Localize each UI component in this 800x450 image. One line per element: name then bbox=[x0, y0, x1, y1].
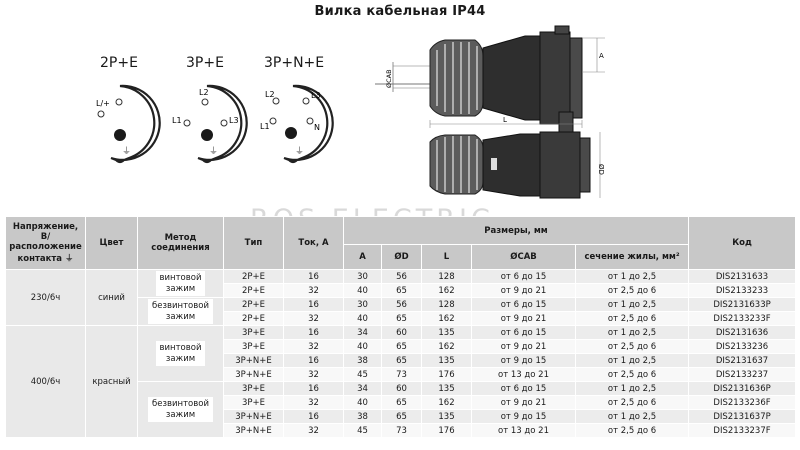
cell-l: 176 bbox=[422, 424, 472, 438]
cell-type: 3P+N+E bbox=[224, 368, 284, 382]
earth-icon: ⏚ bbox=[122, 147, 132, 157]
cell-a: 34 bbox=[344, 326, 382, 340]
dim-cab-label: ØCAB bbox=[385, 69, 393, 88]
pin-l3 bbox=[303, 98, 309, 104]
table-row bbox=[6, 326, 796, 340]
pin-label-l2: L2 bbox=[199, 88, 209, 97]
cell-section: от 1 до 2,5 bbox=[576, 298, 689, 312]
cell-type: 2P+E bbox=[224, 298, 284, 312]
pin-label-l3: L3 bbox=[311, 91, 321, 100]
cell-type: 2P+E bbox=[224, 284, 284, 298]
cell-type: 3P+E bbox=[224, 326, 284, 340]
method-label: винтовой зажим bbox=[156, 341, 206, 366]
cell-d: 56 bbox=[382, 298, 422, 312]
cell-l: 135 bbox=[422, 382, 472, 396]
pin-earth bbox=[114, 129, 126, 141]
cell-l: 162 bbox=[422, 284, 472, 298]
cell-current: 32 bbox=[284, 424, 344, 438]
method-label: безвинтовой зажим bbox=[148, 299, 213, 324]
cell-code: DIS2131636P bbox=[689, 382, 796, 396]
pin-n bbox=[98, 111, 104, 117]
earth-icon: ⏚ bbox=[209, 147, 219, 157]
cell-section: от 2,5 до 6 bbox=[576, 312, 689, 326]
cell-a: 40 bbox=[344, 284, 382, 298]
cell-current: 16 bbox=[284, 382, 344, 396]
config-label-2pe: 2P+E bbox=[100, 55, 138, 71]
cell-cab: от 6 до 15 bbox=[472, 326, 576, 340]
cell-l: 162 bbox=[422, 396, 472, 410]
cell-section: от 2,5 до 6 bbox=[576, 340, 689, 354]
cell-d: 65 bbox=[382, 284, 422, 298]
cell-code: DIS2133233 bbox=[689, 284, 796, 298]
cell-d: 73 bbox=[382, 368, 422, 382]
header-d: ØD bbox=[382, 245, 422, 270]
cell-a: 40 bbox=[344, 396, 382, 410]
dim-a-label: A bbox=[599, 52, 604, 60]
face-diagram-2pe bbox=[70, 78, 170, 168]
cell-cab: от 9 до 15 bbox=[472, 410, 576, 424]
pin-label-l3: L3 bbox=[229, 116, 239, 125]
cell-d: 73 bbox=[382, 424, 422, 438]
header-section: сечение жилы, мм² bbox=[576, 245, 689, 270]
cell-d: 65 bbox=[382, 396, 422, 410]
cell-code: DIS2133233F bbox=[689, 312, 796, 326]
cell-code: DIS2133236 bbox=[689, 340, 796, 354]
cell-code: DIS2131637P bbox=[689, 410, 796, 424]
cell-type: 3P+E bbox=[224, 340, 284, 354]
cell-cab: от 13 до 21 bbox=[472, 424, 576, 438]
method-cell bbox=[138, 382, 224, 438]
pin-l1 bbox=[270, 118, 276, 124]
cell-section: от 1 до 2,5 bbox=[576, 354, 689, 368]
cell-l: 135 bbox=[422, 326, 472, 340]
table-row bbox=[6, 270, 796, 284]
color-cell: синий bbox=[86, 270, 138, 326]
cell-d: 60 bbox=[382, 382, 422, 396]
header-current: Ток, А bbox=[284, 217, 344, 270]
cell-cab: от 9 до 21 bbox=[472, 312, 576, 326]
header-a: A bbox=[344, 245, 382, 270]
cell-current: 16 bbox=[284, 410, 344, 424]
cell-l: 162 bbox=[422, 340, 472, 354]
cell-cab: от 6 до 15 bbox=[472, 270, 576, 284]
cell-current: 16 bbox=[284, 354, 344, 368]
cell-a: 38 bbox=[344, 410, 382, 424]
voltage-cell: 400/6ч bbox=[6, 326, 86, 438]
cell-a: 30 bbox=[344, 270, 382, 284]
cell-code: DIS2131637 bbox=[689, 354, 796, 368]
pin-label-l1: L1 bbox=[172, 116, 182, 125]
cell-current: 32 bbox=[284, 340, 344, 354]
cell-current: 32 bbox=[284, 284, 344, 298]
cell-section: от 2,5 до 6 bbox=[576, 424, 689, 438]
pin-earth bbox=[285, 127, 297, 139]
method-cell bbox=[138, 326, 224, 382]
cell-cab: от 13 до 21 bbox=[472, 368, 576, 382]
cell-a: 30 bbox=[344, 298, 382, 312]
cell-section: от 1 до 2,5 bbox=[576, 270, 689, 284]
earth-icon: ⏚ bbox=[295, 147, 305, 157]
pin-label-l1: L1 bbox=[260, 122, 270, 131]
cell-section: от 2,5 до 6 bbox=[576, 396, 689, 410]
header-cab: ØCAB bbox=[472, 245, 576, 270]
cell-current: 16 bbox=[284, 298, 344, 312]
cell-section: от 2,5 до 6 bbox=[576, 284, 689, 298]
cell-d: 56 bbox=[382, 270, 422, 284]
pin-n bbox=[307, 118, 313, 124]
face-outline bbox=[111, 86, 160, 162]
config-label-3pne: 3P+N+E bbox=[264, 55, 325, 71]
pin-l1 bbox=[184, 120, 190, 126]
cell-l: 176 bbox=[422, 368, 472, 382]
cell-type: 3P+E bbox=[224, 382, 284, 396]
cell-d: 65 bbox=[382, 410, 422, 424]
cell-cab: от 6 до 15 bbox=[472, 298, 576, 312]
cell-code: DIS2133237F bbox=[689, 424, 796, 438]
cell-code: DIS2133236F bbox=[689, 396, 796, 410]
pin-label-l2: L2 bbox=[265, 90, 275, 99]
cell-current: 32 bbox=[284, 312, 344, 326]
cell-d: 65 bbox=[382, 354, 422, 368]
cell-code: DIS2131633P bbox=[689, 298, 796, 312]
pin-label-l: L/+ bbox=[96, 99, 110, 108]
config-label-3pe: 3P+E bbox=[186, 55, 224, 71]
cell-a: 45 bbox=[344, 424, 382, 438]
header-dimensions: Размеры, мм bbox=[344, 217, 689, 245]
cell-type: 2P+E bbox=[224, 312, 284, 326]
plug-top-view bbox=[425, 130, 615, 200]
cell-d: 60 bbox=[382, 326, 422, 340]
cell-a: 40 bbox=[344, 340, 382, 354]
header-voltage: Напряжение, В/ расположение контакта ⏚ bbox=[6, 217, 86, 270]
dim-d-label: ØD bbox=[597, 164, 605, 175]
method-cell bbox=[138, 270, 224, 298]
cell-type: 3P+N+E bbox=[224, 354, 284, 368]
cell-a: 34 bbox=[344, 382, 382, 396]
cell-current: 16 bbox=[284, 326, 344, 340]
cell-cab: от 9 до 21 bbox=[472, 340, 576, 354]
cell-l: 162 bbox=[422, 312, 472, 326]
cell-type: 3P+N+E bbox=[224, 424, 284, 438]
pin-label-n: N bbox=[314, 123, 320, 132]
pin-l3 bbox=[221, 120, 227, 126]
cell-code: DIS2131633 bbox=[689, 270, 796, 284]
method-label: безвинтовой зажим bbox=[148, 397, 213, 422]
pin-earth bbox=[201, 129, 213, 141]
cell-d: 65 bbox=[382, 340, 422, 354]
header-code: Код bbox=[689, 217, 796, 270]
voltage-cell: 230/6ч bbox=[6, 270, 86, 326]
cell-l: 128 bbox=[422, 270, 472, 284]
dim-l-label: L bbox=[503, 116, 507, 124]
cell-type: 3P+N+E bbox=[224, 410, 284, 424]
method-cell bbox=[138, 298, 224, 326]
cell-a: 38 bbox=[344, 354, 382, 368]
cell-code: DIS2131636 bbox=[689, 326, 796, 340]
header-l: L bbox=[422, 245, 472, 270]
cell-cab: от 9 до 21 bbox=[472, 284, 576, 298]
cell-section: от 1 до 2,5 bbox=[576, 410, 689, 424]
cell-type: 2P+E bbox=[224, 270, 284, 284]
cell-current: 16 bbox=[284, 270, 344, 284]
cell-l: 128 bbox=[422, 298, 472, 312]
cell-section: от 2,5 до 6 bbox=[576, 368, 689, 382]
cell-cab: от 9 до 21 bbox=[472, 396, 576, 410]
cell-l: 135 bbox=[422, 354, 472, 368]
plug-side-view bbox=[375, 22, 615, 127]
spec-table bbox=[5, 216, 796, 438]
face-diagram-3pne bbox=[243, 78, 343, 168]
header-method: Метод соединения bbox=[138, 217, 224, 270]
cell-current: 32 bbox=[284, 368, 344, 382]
cell-cab: от 9 до 15 bbox=[472, 354, 576, 368]
cell-a: 40 bbox=[344, 312, 382, 326]
cell-current: 32 bbox=[284, 396, 344, 410]
cell-d: 65 bbox=[382, 312, 422, 326]
face-diagram-3pe bbox=[157, 78, 257, 168]
cell-l: 135 bbox=[422, 410, 472, 424]
pin-l2 bbox=[202, 99, 208, 105]
page-title: Вилка кабельная IP44 bbox=[314, 4, 486, 19]
pin-l bbox=[116, 99, 122, 105]
cell-code: DIS2133237 bbox=[689, 368, 796, 382]
cell-cab: от 6 до 15 bbox=[472, 382, 576, 396]
cell-type: 3P+E bbox=[224, 396, 284, 410]
cell-section: от 1 до 2,5 bbox=[576, 382, 689, 396]
cell-section: от 1 до 2,5 bbox=[576, 326, 689, 340]
method-label: винтовой зажим bbox=[156, 271, 206, 296]
cell-a: 45 bbox=[344, 368, 382, 382]
header-color: Цвет bbox=[86, 217, 138, 270]
header-type: Тип bbox=[224, 217, 284, 270]
color-cell: красный bbox=[86, 326, 138, 438]
